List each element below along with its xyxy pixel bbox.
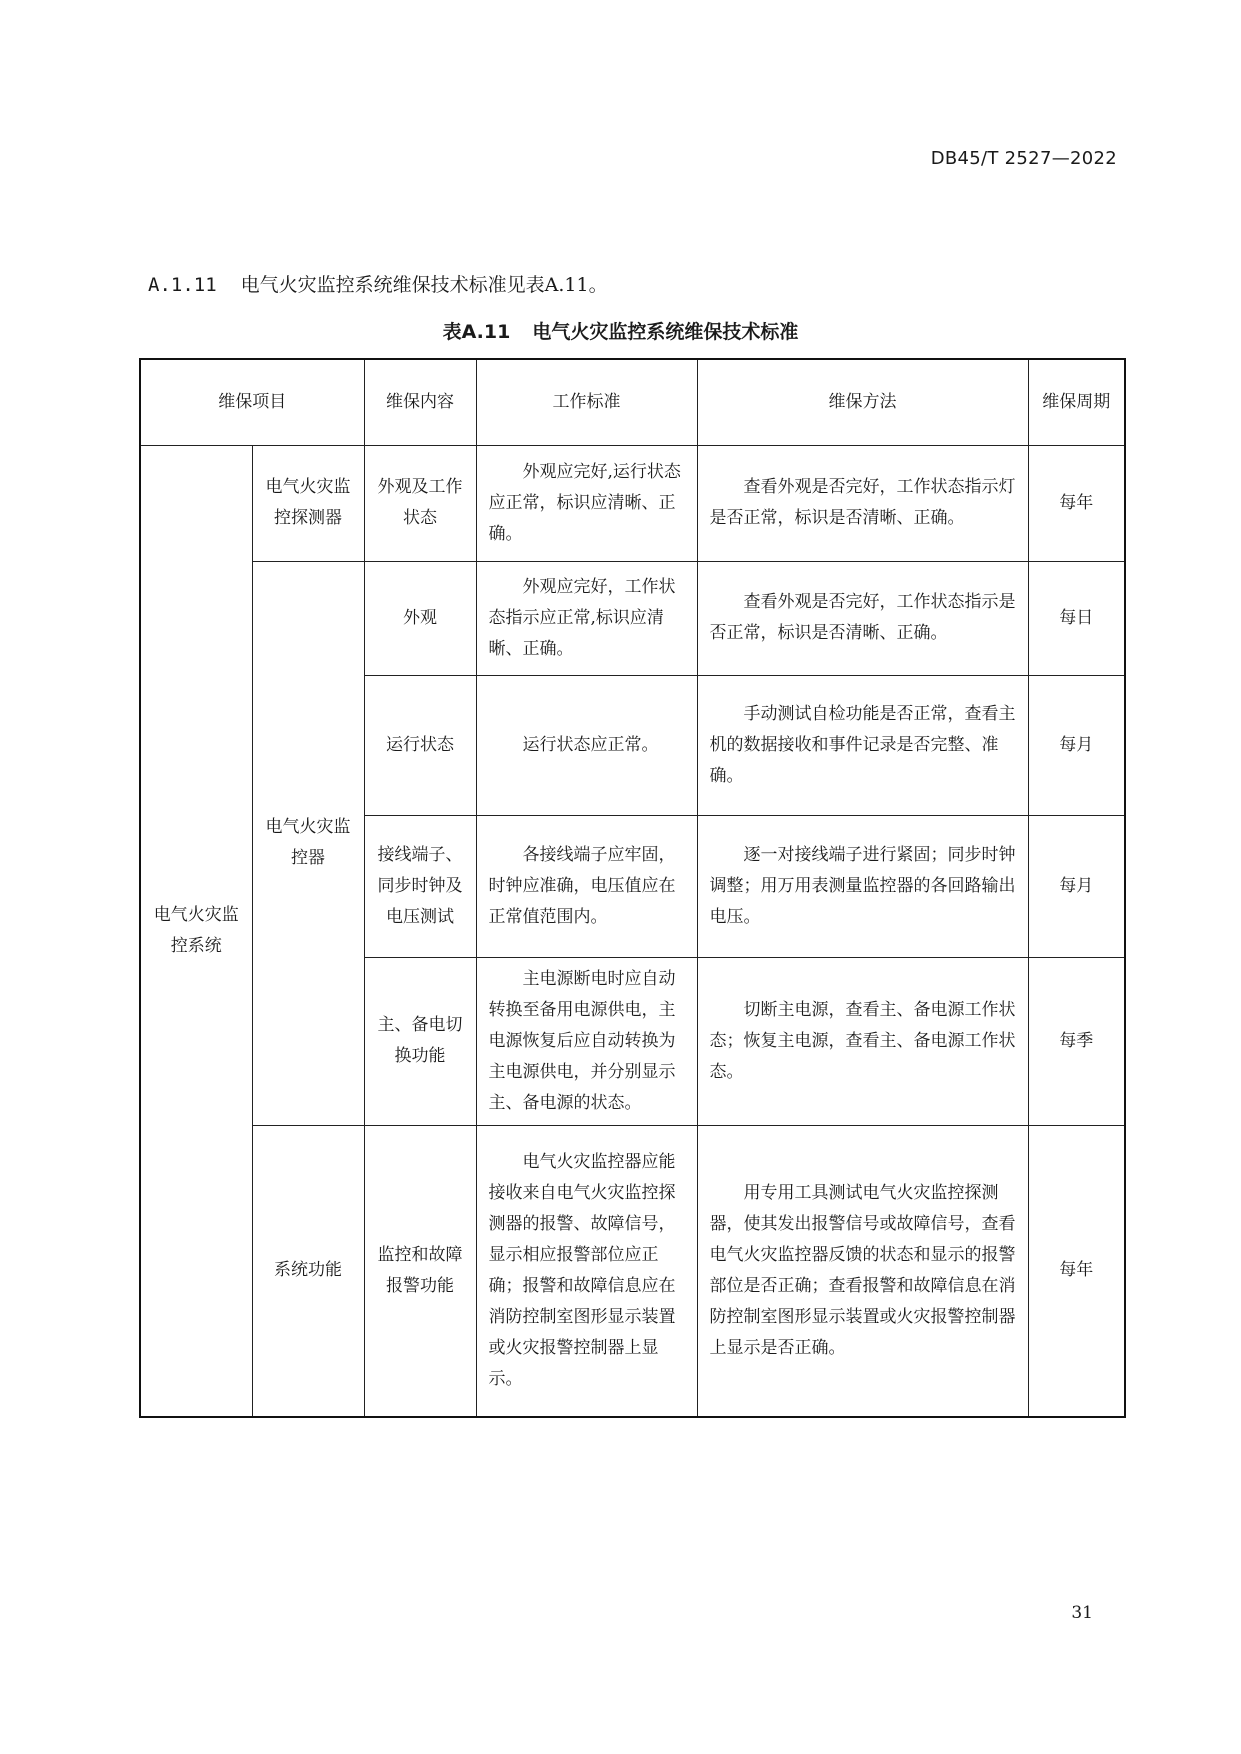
standard-cell: 外观应完好，工作状态指示应正常,标识应清晰、正确。 <box>476 561 697 675</box>
sub-item-cell: 电气火灾监控器 <box>252 561 364 1125</box>
table-row <box>140 445 1125 561</box>
standard-cell: 外观应完好,运行状态应正常，标识应清晰、正确。 <box>476 445 697 561</box>
table-title <box>0 317 1241 344</box>
document-code: DB45/T 2527—2022 <box>930 148 1117 169</box>
content-cell: 主、备电切换功能 <box>364 957 476 1125</box>
method-cell: 手动测试自检功能是否正常，查看主机的数据接收和事件记录是否完整、准确。 <box>697 675 1028 815</box>
method-cell: 用专用工具测试电气火灾监控探测器，使其发出报警信号或故障信号，查看电气火灾监控器反馈的状态和显示的报警部位是否正确；查看报警和故障信息在消防控制室图形显示装置或火灾报警控制器上显示是否正确。 <box>697 1125 1028 1417</box>
table-row <box>140 561 1125 675</box>
standard-cell: 主电源断电时应自动转换至备用电源供电，主电源恢复后应自动转换为主电源供电，并分别显示主、备电源的状态。 <box>476 957 697 1125</box>
clause-number: A.1.11 <box>148 274 217 296</box>
period-cell: 每日 <box>1028 561 1125 675</box>
table-row <box>140 1125 1125 1417</box>
method-cell: 逐一对接线端子进行紧固；同步时钟调整；用万用表测量监控器的各回路输出电压。 <box>697 815 1028 957</box>
header-item: 维保项目 <box>140 359 364 445</box>
header-standard: 工作标准 <box>476 359 697 445</box>
period-cell: 每年 <box>1028 445 1125 561</box>
system-name-cell: 电气火灾监控系统 <box>140 445 252 1417</box>
standard-cell: 运行状态应正常。 <box>476 675 697 815</box>
header-period: 维保周期 <box>1028 359 1125 445</box>
period-cell: 每月 <box>1028 815 1125 957</box>
maintenance-standard-table <box>139 358 1126 1418</box>
sub-item-cell: 电气火灾监控探测器 <box>252 445 364 561</box>
method-cell: 查看外观是否完好，工作状态指示是否正常，标识是否清晰、正确。 <box>697 561 1028 675</box>
content-cell: 运行状态 <box>364 675 476 815</box>
table-title-text: 电气火灾监控系统维保技术标准 <box>532 321 799 343</box>
period-cell: 每月 <box>1028 675 1125 815</box>
content-cell: 外观及工作状态 <box>364 445 476 561</box>
method-cell: 切断主电源，查看主、备电源工作状态；恢复主电源，查看主、备电源工作状态。 <box>697 957 1028 1125</box>
table-header-row <box>140 359 1125 445</box>
content-cell: 外观 <box>364 561 476 675</box>
clause-text: 电气火灾监控系统维保技术标准见表A.11。 <box>240 274 608 296</box>
page-number: 31 <box>1071 1603 1093 1623</box>
sub-item-cell: 系统功能 <box>252 1125 364 1417</box>
content-cell: 监控和故障报警功能 <box>364 1125 476 1417</box>
content-cell: 接线端子、同步时钟及电压测试 <box>364 815 476 957</box>
period-cell: 每季 <box>1028 957 1125 1125</box>
method-cell: 查看外观是否完好，工作状态指示灯是否正常，标识是否清晰、正确。 <box>697 445 1028 561</box>
header-content: 维保内容 <box>364 359 476 445</box>
period-cell: 每年 <box>1028 1125 1125 1417</box>
standard-cell: 各接线端子应牢固，时钟应准确，电压值应在正常值范围内。 <box>476 815 697 957</box>
clause-paragraph <box>148 270 608 297</box>
table-number: 表A.11 <box>442 321 511 343</box>
header-method: 维保方法 <box>697 359 1028 445</box>
standard-cell: 电气火灾监控器应能接收来自电气火灾监控探测器的报警、故障信号，显示相应报警部位应正确；报警和故障信息应在消防控制室图形显示装置或火灾报警控制器上显示。 <box>476 1125 697 1417</box>
